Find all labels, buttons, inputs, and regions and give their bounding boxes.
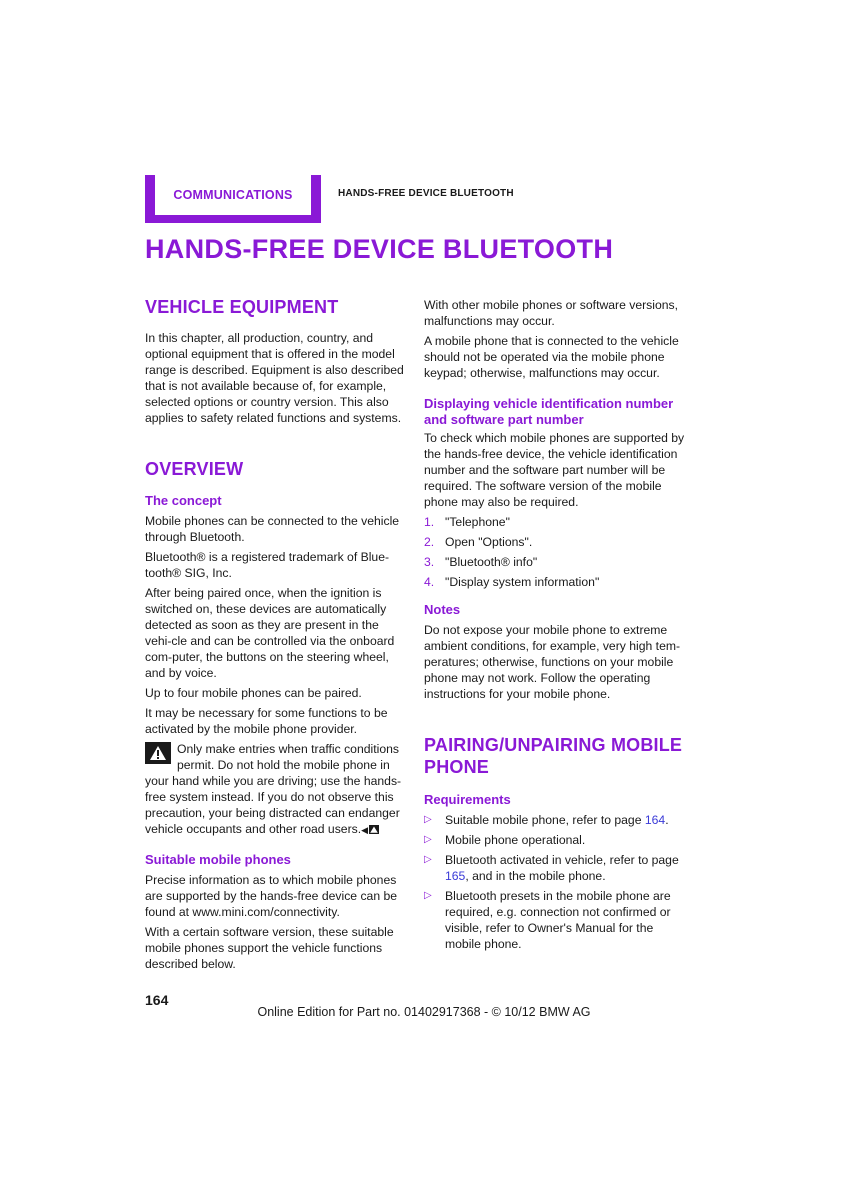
step-text: Open "Options". [445,535,533,549]
step-item [424,514,686,530]
step-number: 4. [424,575,435,589]
section-tab-inner [155,175,311,215]
right-column [424,297,686,956]
req3-post: , and in the mobile phone. [465,869,606,883]
step-item [424,574,686,590]
requirement-item [424,852,686,884]
heading-display-vin: Displaying vehicle identification number and software part number [424,396,674,427]
page-number: 164 [145,992,169,1008]
step-text: "Telephone" [445,515,510,529]
step-item [424,534,686,550]
footer: Online Edition for Part no. 01402917368 - © 10/12 BMW AG [257,1005,591,1019]
step-item [424,554,686,570]
breadcrumb: HANDS-FREE DEVICE BLUETOOTH [338,188,514,199]
bullet-triangle-icon: ▷ [424,890,432,901]
right-p2: A mobile phone that is connected to the vehicle should not be operated via the mobile phone keypad; otherwise, malfunctions may occur. [424,334,679,380]
step-text: "Display system information" [445,575,600,589]
heading-requirements: Requirements [424,792,511,807]
step-number: 2. [424,535,435,549]
requirement-item [424,812,686,828]
page-link-165[interactable]: 165 [445,869,466,883]
step-text: "Bluetooth® info" [445,555,538,569]
suitable-p1: Precise information as to which mobile phones are supported by the hands-free device can be found at www.mini.com/connectivity. [145,872,398,919]
step-number: 3. [424,555,435,569]
warning-block [145,741,407,838]
end-mark-icon: ◀ [361,824,369,835]
heading-notes: Notes [424,602,461,617]
page-link-164[interactable]: 164 [644,813,666,827]
req3-text: Bluetooth activated in vehicle, refer to page [445,853,679,867]
concept-p3: After being paired once, when the ignition is switched on, these devices are automatically detected as soon as they are present in the vehi-cle and can be controlled via the onboard com-puter, the buttons on the steering wheel, and by voice. [145,586,395,680]
heading-suitable-phones: Suitable mobile phones [145,851,291,867]
requirement-item [424,888,686,952]
notes-text: Do not expose your mobile phone to extreme ambient conditions, for example, very high tem-peratures; otherwise, functions on your mobile phone may not work. Follow the operating instructions for your mobile phone. [424,623,681,701]
req2-text: Mobile phone operational. [445,833,586,847]
step-number: 1. [424,515,435,529]
heading-vehicle-equipment: VEHICLE EQUIPMENT [145,297,339,317]
warning-text: Only make entries when traffic conditions permit. Do not hold the mobile phone in your hand while you are driving; use the hands-free system instead. If you do not observe this precaution, your being distracted can endanger vehicle occupants and other road users. [145,742,402,836]
page-title: HANDS-FREE DEVICE BLUETOOTH [145,234,614,264]
req1-text: Suitable mobile phone, refer to page [445,813,645,827]
bullet-triangle-icon: ▷ [424,854,432,865]
bullet-triangle-icon: ▷ [424,814,432,825]
concept-p4: Up to four mobile phones can be paired. [145,686,362,700]
vehicle-equipment-text: In this chapter, all production, country, and optional equipment that is offered in the model range is described. Equipment is also described that is not available because of, for example, selected options or country version. This also applies to safety related functions and systems. [145,331,404,425]
heading-concept: The concept [145,493,222,508]
concept-p2: Bluetooth® is a registered trademark of Blue-tooth® SIG, Inc. [145,550,390,580]
concept-p1: Mobile phones can be connected to the vehicle through Bluetooth. [145,514,400,544]
heading-pairing: PAIRING/UNPAIRING MOBILE PHONE [424,735,683,777]
left-column [145,296,407,976]
concept-p5: It may be necessary for some functions to be activated by the mobile phone provider. [145,706,388,736]
end-warning-icon [369,825,379,834]
requirements-list [424,812,686,952]
section-tab-label: COMMUNICATIONS [173,188,293,202]
heading-overview: OVERVIEW [145,459,244,479]
warning-icon [145,742,171,764]
right-p1: With other mobile phones or software versions, malfunctions may occur. [424,298,679,328]
steps-list [424,514,686,590]
section-tab [145,175,321,223]
req4-text: Bluetooth presets in the mobile phone are required, e.g. connection not confirmed or visible, refer to Owner's Manual for the mobile phone. [445,889,671,951]
req1-post: . [665,813,669,827]
suitable-p2: With a certain software version, these suitable mobile phones support the vehicle functions described below. [145,924,394,971]
requirement-item [424,832,686,848]
display-vin-text: To check which mobile phones are supported by the hands-free device, the vehicle identification number and the software part number will be required. The software version of the mobile phone may also be required. [424,431,685,509]
bullet-triangle-icon: ▷ [424,834,432,845]
